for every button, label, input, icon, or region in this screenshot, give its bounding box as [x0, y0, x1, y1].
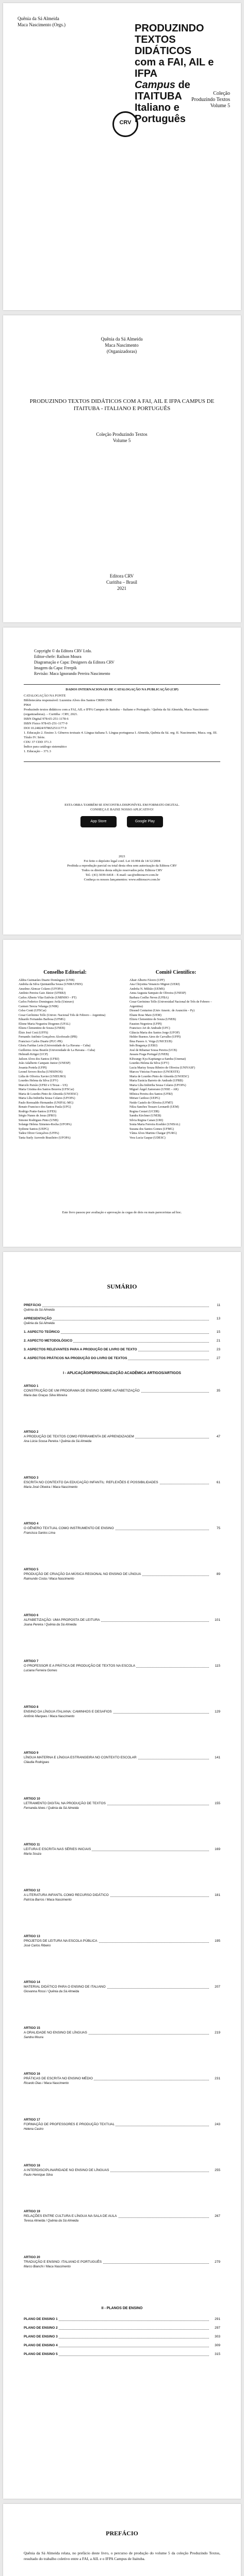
- toc-entry[interactable]: [24, 1303, 220, 1308]
- toc-entry[interactable]: [24, 2326, 220, 2330]
- app-store-badge[interactable]: App Store: [80, 816, 117, 827]
- council-member: Míguel Ángel Zamorano (UNSE – AR): [129, 1088, 178, 1091]
- digital-notice-line: CONHEÇA E BAIXE NOSSO APLICATIVO!: [90, 808, 154, 811]
- half-title-author: (Organizadoras): [106, 349, 137, 354]
- toc-entry-label: CONSTRUÇÃO DE UM PROGRAMA DE ENSINO SOBRE ALFABETIZAÇÃO: [24, 1389, 140, 1393]
- cover-title-italic: Campus: [135, 79, 175, 91]
- council-member: Renato Francisco dos Santos Paula (UFG): [19, 1106, 71, 1109]
- toc-entry[interactable]: [24, 2168, 220, 2173]
- council-member: João Adalberto Campato Junior (UNESP): [19, 1062, 71, 1065]
- toc-entry-page: 279: [215, 2260, 220, 2264]
- toc-entry-page: 309: [215, 2344, 220, 2347]
- council-member: Gloria Fariñas León (Universidade de La Havana – Cuba): [19, 1044, 91, 1047]
- legal-line: Todos os direitos desta edição reservados pela: Editora CRV: [82, 869, 162, 872]
- scientific-committee-list: [129, 978, 222, 1141]
- catalog-line: DOI 10.24824/978652511177.9: [24, 726, 67, 730]
- digital-notice: [24, 803, 220, 812]
- council-member: Eduardo Fernandes Barbosa (UFMG): [19, 1018, 66, 1021]
- toc-entry-page: 181: [215, 1893, 220, 1897]
- toc-entry-label: A ORALIDADE NO ENSINO DE LÍNGUAS: [24, 2031, 87, 2035]
- toc-entry[interactable]: [24, 1330, 220, 1334]
- crv-logo-text: CRV: [119, 120, 132, 126]
- council-member: Marcelo Paixão (UFRJ e UTexas – US): [19, 1083, 68, 1087]
- toc-subline: Ricardo Dias / Maca Nascimento: [24, 2082, 69, 2085]
- toc-entry-label: 3. ASPECTOS RELEVANTES PARA A PRODUÇÃO DE LIVRO DE TEXTO: [24, 1348, 137, 1351]
- toc-subline: ARTIGO 1: [24, 1385, 39, 1388]
- council-member: José de Ribamar Sousa Pereira (UCB): [129, 1048, 177, 1052]
- toc-entry-page: 267: [215, 2214, 220, 2218]
- toc-subline: Fernanda Alves / Quênia da Sá Almeida: [24, 1807, 79, 1810]
- half-title-page: [3, 315, 241, 622]
- catalog-line: Produzindo textos didáticos com a FAI, AIL e IFPA Campus de Itaituba – Italiano e Português / Quênia da Sá Almeida, Maca Nascimento (organizadoras). – Curitiba : CRV, 2021.: [24, 708, 209, 716]
- council-member: Lourdes Helena da Silva (UFV): [129, 1062, 169, 1065]
- toc-subline: ARTIGO 16: [24, 2073, 40, 2076]
- toc-entry[interactable]: [24, 1389, 220, 1393]
- scientific-committee: [129, 971, 222, 1140]
- toc-entry-label: ESCRITA NO CONTEXTO DA EDUCAÇÃO INFANTIL: REFLEXÕES E POSSIBILIDADES: [24, 1481, 158, 1484]
- catalog-line: CDU 37 CDD 371.3: [24, 740, 52, 744]
- toc-entry-label: MATERIAL DIDÁTICO PARA O ENSINO DE ITALIANO: [24, 1985, 106, 1989]
- council-member: Marcos Vinicius Francisco (UNOESTE): [129, 1071, 180, 1074]
- toc-entry-label: LEITURA E ESCRITA NAS SÉRIES INICIAIS: [24, 1848, 91, 1851]
- council-member: Rodrigo Pratte-Santos (UFES): [19, 1110, 57, 1113]
- toc-subline: ARTIGO 17: [24, 2119, 40, 2122]
- council-member: Francisco Ari de Andrade (UFC): [129, 1027, 170, 1030]
- copyright-line: Editor-chefe: Railson Moura: [34, 654, 82, 659]
- council-member: Élsio José Corá (UFFS): [19, 1031, 48, 1035]
- toc-entry-label: PLANO DE ENSINO 3: [24, 2335, 58, 2338]
- cover-authors: [18, 15, 79, 28]
- toc-entry-page: 303: [215, 2335, 220, 2338]
- toc-subline: Quênia da Sá Almeida: [24, 1322, 55, 1325]
- toc-subline: Francisca Santos Lima: [24, 1532, 56, 1535]
- toc-entry-label: PROJETOS DE LEITURA NA ESCOLA PÚBLICA: [24, 1939, 97, 1943]
- toc-entry[interactable]: [24, 1348, 220, 1352]
- council-member: Paulo Romualdo Hernandes (UNIFAL-MG): [19, 1101, 74, 1105]
- toc-entry-label: ALFABETIZAÇÃO: UMA PROPOSTA DE LEITURA: [24, 1618, 100, 1622]
- toc-entry-page: 75: [216, 1527, 220, 1530]
- toc-entry[interactable]: [24, 1481, 220, 1485]
- toc-subline: ARTIGO 19: [24, 2210, 40, 2213]
- copyright-credits: [34, 648, 209, 676]
- divider: [24, 761, 220, 762]
- council-member: Maria de Lourdes Pinto de Almeida (UNOESC): [129, 1075, 189, 1078]
- catalog-line: P964: [24, 703, 31, 707]
- council-member: Mirian Cardoso (UEPG): [129, 1097, 160, 1100]
- divider: [24, 684, 220, 685]
- toc-subline: Ana Lúcia Sousa Pereira / Quênia da Sá Almeida: [24, 1440, 92, 1443]
- toc-subline: Giovanna Rossi / Quênia da Sá Almeida: [24, 1990, 79, 1993]
- toc-entry[interactable]: [24, 2335, 220, 2339]
- legal-line: 2021: [119, 855, 125, 858]
- half-title-collection: [80, 431, 163, 444]
- council-member: Regina Cestari (UCDB): [129, 1110, 159, 1113]
- council-member: Maria Lília Imbiriba Sousa Colares (UFOPA): [129, 1083, 186, 1087]
- toc-subline: ARTIGO 20: [24, 2256, 40, 2259]
- collection-line: Volume 5: [210, 103, 230, 109]
- toc-entry-page: 219: [215, 2031, 220, 2035]
- catalog-line: 1. Educação – 371.3: [24, 750, 51, 753]
- toc-subline: ARTIGO 12: [24, 1889, 40, 1892]
- toc-page: [3, 1252, 241, 2499]
- toc-entry[interactable]: [24, 1435, 220, 1439]
- toc-entry[interactable]: [24, 1756, 220, 1760]
- half-title-collection-line: Volume 5: [112, 438, 131, 443]
- toc-subline: Maria José Oliveira / Maca Nascimento: [24, 1486, 78, 1489]
- council-member: Sonia Maria Ferreira Koehler (UNISAL): [129, 1123, 181, 1126]
- council-member: Altair Alberto Fávero (UPF): [129, 978, 165, 982]
- toc-subline: ARTIGO 3: [24, 1477, 39, 1480]
- council-member: Suzana dos Santos Gomes (UFMG): [129, 1127, 174, 1131]
- council-member: Sérgio Nunes de Jesus (IFRO): [19, 1114, 56, 1117]
- council-member: Nilza Sanches Tessaro Leonardi (UEM): [129, 1106, 179, 1109]
- toc-entry-label: PLANO DE ENSINO 4: [24, 2344, 58, 2347]
- editorial-board: [19, 971, 111, 1140]
- preface-title: PREFÁCIO: [106, 2530, 138, 2537]
- toc-entry[interactable]: [24, 2077, 220, 2081]
- toc-entry-page: 231: [215, 2077, 220, 2080]
- cover-page: [3, 3, 241, 310]
- council-member: Kilwangy Kya Kapitango-a-Samba (Unemat): [129, 1057, 186, 1061]
- digital-notice-line: ESTA OBRA TAMBÉM SE ENCONTRA DISPONÍVEL EM FORMATO DIGITAL.: [64, 803, 180, 807]
- cover-title-line: com a FAI, AIL e IFPA: [135, 57, 214, 79]
- toc-entry-label: PLANO DE ENSINO 2: [24, 2326, 58, 2330]
- toc-title: SUMÁRIO: [107, 1283, 137, 1290]
- toc-subline: ARTIGO 13: [24, 1935, 40, 1938]
- council-member: Jailson Alves dos Santos (UFRJ): [19, 1057, 59, 1061]
- publisher-line: Curitiba – Brasil: [106, 580, 137, 585]
- half-title-author: Maca Nascimento: [105, 343, 139, 348]
- toc-subline: Raimundo Costa / Maca Nascimento: [24, 1578, 74, 1581]
- cover-title-line: Italiano e Português: [135, 102, 186, 125]
- copyright-line: Copyright © da Editora CRV Ltda.: [34, 649, 92, 653]
- toc-entry[interactable]: [24, 2344, 220, 2348]
- catalog-record: [24, 693, 220, 754]
- publisher-line: 2021: [117, 586, 126, 591]
- council-member: Leonel Severo Rocha (UNISINOS): [19, 1071, 63, 1074]
- catalog-line: 1. Educação 2. Ensino 3. Gêneros textuais 4. Língua italiana 5. Língua portuguesa I. Almeida, Quênia da Sá. org. II. Nascimento, Maca. org. III. Título IV. Série.: [24, 731, 218, 739]
- editorial-board-list: [19, 978, 111, 1141]
- editorial-board-title: Conselho Editorial:: [43, 970, 87, 975]
- toc-entry-label: 1. ASPECTO TEÓRICO: [24, 1330, 60, 1334]
- half-title-title: PRODUZINDO TEXTOS DIDÁTICOS COM A FAI, AIL E IFPA CAMPUS DE ITAITUBA - ITALIANO E PORTUGUÊS: [29, 398, 215, 412]
- toc-entry-page: 15: [216, 1330, 220, 1334]
- toc-entry-page: 13: [216, 1317, 220, 1320]
- google-play-badge[interactable]: Google Play: [127, 816, 163, 827]
- toc-subline: Sandra Moura: [24, 2036, 44, 2039]
- toc-subline: Antônio Marques / Maca Nascimento: [24, 1715, 75, 1718]
- council-member: Cesar Gerônimo Tello (Univer. Nacional Três de Febrero – Argentina): [19, 1013, 106, 1017]
- toc-entry[interactable]: [24, 1339, 220, 1343]
- toc-entry-page: 23: [216, 1348, 220, 1351]
- council-page: [3, 940, 241, 1247]
- council-member: Elizeu Clementino de Souza (UNEB): [129, 1018, 176, 1021]
- toc-subline: José Carlos Ribeiro: [24, 1944, 51, 1947]
- half-title-publisher: [80, 573, 163, 591]
- toc-subline: Quênia da Sá Almeida: [24, 1309, 55, 1312]
- toc-entry-label: PRÁTICAS DE ESCRITA NO ENSINO MÉDIO: [24, 2077, 93, 2080]
- toc-entry-page: 255: [215, 2168, 220, 2172]
- council-member: Barbara Coelho Neves (UFBA): [129, 996, 169, 999]
- crv-logo: [112, 111, 138, 137]
- catalog-line: CATALOGAÇÃO NA FONTE: [24, 694, 66, 698]
- copyright-page: [3, 628, 241, 935]
- toc-subline: ARTIGO 18: [24, 2164, 40, 2167]
- toc-entry-label: RELAÇÕES ENTRE CULTURA E LÍNGUA NA SALA DE AULA: [24, 2214, 117, 2218]
- toc-subline: ARTIGO 14: [24, 1981, 40, 1984]
- cover-author: Quênia da Sá Almeida: [18, 16, 59, 21]
- toc-entry-label: O GÊNERO TEXTUAL COMO INSTRUMENTO DE ENSINO: [24, 1527, 114, 1530]
- toc-entry[interactable]: [24, 1527, 220, 1531]
- toc-subline: Joana Pereira / Quênia da Sá Almeida: [24, 1623, 77, 1626]
- council-member: Jussara Fraga Portugal (UNEB): [129, 1053, 169, 1056]
- preface-page: [3, 2504, 241, 2576]
- council-member: Vânia Alves Martins Chaigar (FURG): [129, 1132, 177, 1135]
- toc-entry[interactable]: [24, 2123, 220, 2127]
- toc-entry-page: 61: [216, 1481, 220, 1484]
- copyright-line: Imagem da Capa: Freepik: [34, 666, 77, 670]
- catalog-line: ISBN Físico 978-65-251-1177-9: [24, 722, 68, 725]
- legal-notice: [24, 854, 220, 882]
- toc-entry-label: APRESENTAÇÃO: [24, 1317, 52, 1320]
- toc-entry-page: 207: [215, 1985, 220, 1989]
- collection-line: Produzindo Textos: [191, 97, 230, 103]
- toc-entry-label: LÍNGUA MATERNA E LÍNGUA ESTRANGEIRA NO CONTEXTO ESCOLAR: [24, 1756, 137, 1759]
- council-member: Maria Cristina dos Santos Bezerra (UFSCar): [19, 1088, 74, 1091]
- toc-entry-page: 89: [216, 1572, 220, 1576]
- toc-subline: ARTIGO 15: [24, 2027, 40, 2030]
- toc-entry-label: A PRODUÇÃO DE TEXTOS COMO FERRAMENTA DE APRENDIZAGEM: [24, 1435, 134, 1438]
- toc-subline: ARTIGO 11: [24, 1843, 40, 1846]
- toc-entry[interactable]: [24, 1618, 220, 1622]
- toc-entry-label: A LITERATURA INFANTIL COMO RECURSO DIDÁTICO: [24, 1893, 109, 1897]
- scientific-committee-title: Comitê Científico:: [155, 970, 197, 975]
- toc-entry-page: 47: [216, 1435, 220, 1438]
- half-title-collection-line: Coleção Produzindo Textos: [96, 432, 148, 437]
- preface-paragraph: Quênia da Sá Almeida relata, no prefácio deste livro, o percurso de produção do volume 5 da coleção Produzindo Textos, resultado do trabalho coletivo entre a FAI, a AIL e o IFPA Campus de Itaituba.: [24, 2551, 220, 2561]
- toc-entry-page: 35: [216, 1389, 220, 1393]
- toc-entry-page: 101: [215, 1618, 220, 1622]
- council-member: Carmen Tereza Velanga (UNIR): [19, 1005, 59, 1008]
- toc-subline: Luciana Ferreira Gomes: [24, 1669, 57, 1672]
- toc-entry-page: 155: [215, 1802, 220, 1805]
- toc-subline: I - APLICAÇÃO/PERSONALIZAÇÃO ACADÊMICA ARTIGOS/ARTIGOS: [63, 1371, 181, 1375]
- toc-entry-label: PLANO DE ENSINO 1: [24, 2317, 58, 2321]
- toc-subline: Teresa Almeida / Quênia da Sá Almeida: [24, 2219, 79, 2223]
- council-member: Fernando Antônio Gonçalves Alcoforado (IPB): [19, 1036, 77, 1039]
- toc-entry-page: 195: [215, 1939, 220, 1943]
- toc-entry-page: 315: [215, 2352, 220, 2356]
- council-member: Diosnel Centurion (Univ Americ. de Asunción – Py): [129, 1009, 194, 1012]
- toc-subline: ARTIGO 9: [24, 1752, 39, 1755]
- council-member: Ana Chrystina Venancio Mignot (UERJ): [129, 983, 180, 986]
- council-member: Aldira Guimarães Duarte Domínguez (UNB): [19, 978, 75, 982]
- council-member: Josania Portela (UFPI): [19, 1066, 47, 1070]
- legal-line: Tel.: (41) 3039-6418 – E-mail: sac@editoracrv.com.br: [85, 873, 159, 877]
- toc-entry-page: 115: [215, 1664, 220, 1668]
- council-member: Sandra Kirchner (UNEB): [129, 1114, 161, 1117]
- council-member: Simone Rodrigues Pinto (UNB): [19, 1118, 58, 1122]
- cover-title-rest: de ITAITUBA: [135, 79, 190, 102]
- toc-entry-page: 21: [216, 1339, 220, 1343]
- toc-entry-label: O PROFESSOR E A PRÁTICA DE PRODUÇÃO DE TEXTOS NA ESCOLA: [24, 1664, 136, 1668]
- half-title-authors: [80, 336, 163, 354]
- council-member: Neide Castelo de Oliveira (UFMT): [129, 1101, 173, 1105]
- toc-entry[interactable]: [24, 1710, 220, 1714]
- council-member: Helder Buenos Aires de Carvalho (UFPI): [129, 1036, 181, 1039]
- council-member: Anselmo Alencar Colares (UFOPA): [19, 987, 63, 991]
- toc-entry[interactable]: [24, 1317, 220, 1321]
- toc-entry-page: 243: [215, 2123, 220, 2126]
- catalog-line: Índice para catálogo sistemático: [24, 745, 67, 749]
- council-member: Sydione Santos (UEPG): [19, 1127, 49, 1131]
- toc-entry-page: 291: [215, 2317, 220, 2321]
- council-member: Celso Conti (UFSCar): [19, 1009, 46, 1012]
- toc-entry-label: ENSINO DA LÍNGUA ITALIANA: CAMINHOS E DESAFIOS: [24, 1710, 112, 1714]
- toc-subline: ARTIGO 8: [24, 1706, 39, 1709]
- half-title-author: Quênia da Sá Almeida: [101, 336, 143, 342]
- toc-subline: ARTIGO 5: [24, 1568, 39, 1571]
- publisher-line: Editora CRV: [109, 573, 134, 579]
- toc-entry-label: PREFÁCIO: [24, 1303, 41, 1307]
- toc-entry[interactable]: [24, 1893, 220, 1897]
- toc-subline: Helena Castro: [24, 2128, 44, 2131]
- toc-entry[interactable]: [24, 1985, 220, 1989]
- cover-title-line: PRODUZINDO: [135, 23, 204, 34]
- toc-subline: Patrícia Barros / Maca Nascimento: [24, 1899, 72, 1902]
- toc-subline: Paulo Henrique Silva: [24, 2174, 53, 2177]
- council-member: Anna Augusta Sampaio de Oliveira (UNESP): [129, 992, 186, 995]
- toc-entry[interactable]: [24, 1357, 220, 1361]
- toc-entry[interactable]: [24, 1664, 220, 1668]
- council-member: Francisco Carlos Duarte (PUC-PR): [19, 1040, 62, 1043]
- toc-entry-label: 2. ASPECTO METODOLÓGICO: [24, 1339, 73, 1343]
- toc-entry[interactable]: [24, 2031, 220, 2035]
- cover-title-line: TEXTOS DIDÁTICOS: [135, 34, 191, 57]
- council-member: Carlos Federico Dominguez Avila (Unieuro): [19, 1001, 74, 1004]
- council-member: Guillermo Arias Beatón (Universidade de La Havana – Cuba): [19, 1048, 95, 1052]
- cover-title: [135, 23, 227, 125]
- toc-entry[interactable]: [24, 1939, 220, 1943]
- toc-subline: ARTIGO 2: [24, 1431, 39, 1434]
- council-member: Mônica Pereira dos Santos (UFRJ): [129, 1092, 173, 1096]
- legal-line: Foi feito o depósito legal conf. Lei 10.994 de 14/12/2004: [84, 859, 160, 863]
- toc-entry-label: TRADUÇÃO E ENSINO: ITALIANO E PORTUGUÊS: [24, 2260, 102, 2264]
- council-member: Andréia da Silva Quintanilha Sousa (UNIR/UFRN): [19, 983, 83, 986]
- toc-entry[interactable]: [24, 2260, 220, 2264]
- council-member: Solange Helena Ximenes-Rocha (UFOPA): [19, 1123, 72, 1126]
- toc-entry[interactable]: [24, 1802, 220, 1806]
- copyright-line: Revisão: Maca Ignorando Pereira Nascimento: [34, 671, 110, 676]
- peer-review-note: Este livro passou por avaliação e aprovação às cegas de dois ou mais pareceristas ad hoc.: [62, 1211, 182, 1214]
- catalog-line: Bibliotecária responsável: Luzenira Alves dos Santos CRB9/1506: [24, 699, 112, 702]
- council-member: Ilma Passos A. Veiga (UNICEUB): [129, 1040, 172, 1043]
- council-member: Lídia de Oliveira Xavier (UNIEURO): [19, 1075, 66, 1078]
- toc-entry-label: LETRAMENTO DIGITAL NA PRODUÇÃO DE TEXTOS: [24, 1802, 106, 1805]
- council-member: Inês Bragança (UERJ): [129, 1044, 157, 1047]
- council-member: Silvia Regina Canan (URI): [129, 1118, 164, 1122]
- catalog-line: ISBN Digital 978-65-251-1178-6: [24, 717, 69, 721]
- legal-line: Conheça os nossos lançamentos: www.editoracrv.com.br: [84, 878, 160, 882]
- toc-entry[interactable]: [24, 1848, 220, 1852]
- toc-subline: Marta Souza: [24, 1853, 42, 1856]
- toc-entry-label: 4. ASPECTOS PRÁTICOS NA PRODUÇÃO DO LIVRO DE TEXTOS: [24, 1357, 127, 1360]
- council-member: Lourdes Helena da Silva (UFV): [19, 1079, 58, 1082]
- toc-subline: Maria das Graças Silva Moreira: [24, 1394, 68, 1397]
- catalog-heading: DADOS INTERNACIONAIS DE CATALOGAÇÃO NA PUBLICAÇÃO (CIP): [66, 688, 178, 691]
- council-member: Carlos Alberto Vilar Estêvão (UMINHO – PT): [19, 996, 77, 999]
- council-member: Eliane Rose Maio (UEM): [129, 1013, 161, 1017]
- collection-line: Coleção: [213, 91, 230, 96]
- council-member: Fauston Negreiros (UFPI): [129, 1022, 162, 1026]
- toc-subline: ARTIGO 7: [24, 1660, 39, 1663]
- toc-subline: II - PLANOS DE ENSINO: [101, 2307, 143, 2310]
- cover-collection: [168, 91, 230, 109]
- council-member: Helmuth Krüger (UCP): [19, 1053, 48, 1056]
- toc-entry-page: 297: [215, 2326, 220, 2330]
- council-member: Elione Maria Nogueira Diogenes (UFAL): [19, 1022, 71, 1026]
- council-member: Lucia Marisy Souza Ribeiro de Oliveira (UNIVASF): [129, 1066, 195, 1070]
- toc-subline: Cláudia Rodrigues: [24, 1761, 50, 1764]
- toc-entry-label: FORMAÇÃO DE PROFESSORES E PRODUÇÃO TEXTUAL: [24, 2123, 115, 2126]
- council-member: Tania Suely Azevedo Brasileiro (UFOPA): [19, 1136, 71, 1140]
- toc-entry-page: 27: [216, 1357, 220, 1360]
- toc-subline: ARTIGO 4: [24, 1522, 39, 1526]
- toc-entry-page: 141: [215, 1756, 220, 1759]
- council-member: Maria Lília Imbiriba Sousa Colares (UFOPA): [19, 1097, 75, 1100]
- toc-subline: Marco Bianchi / Maca Nascimento: [24, 2265, 71, 2268]
- council-member: Cesar Gerónimo Tello (Universidad Nacional de Três de Febrero – Argentina): [129, 1001, 212, 1008]
- toc-entry[interactable]: [24, 1572, 220, 1577]
- cover-author: Maca Nascimento (Orgs.): [18, 22, 66, 27]
- copyright-line: Diagramação e Capa: Designers da Editora CRV: [34, 660, 115, 665]
- council-member: Maria Eurácia Barreto de Andrade (UFRB): [129, 1079, 183, 1082]
- toc-entry-label: PRODUÇÃO DE CRIAÇÃO DA MÚSICA REGIONAL NO ENSINO DE LÍNGUA: [24, 1572, 141, 1576]
- toc-entry-label: PLANO DE ENSINO 5: [24, 2352, 58, 2356]
- council-member: Tadeu Oliver Gonçalves (UFPA): [19, 1132, 59, 1135]
- toc-entry-label: A INTERDISCIPLINARIDADE NO ENSINO DE LÍNGUAS: [24, 2168, 109, 2172]
- toc-subline: ARTIGO 6: [24, 1614, 39, 1617]
- toc-entry-page: 169: [215, 1848, 220, 1851]
- toc-entry[interactable]: [24, 2214, 220, 2218]
- toc-entry-page: 129: [215, 1710, 220, 1714]
- legal-line: Proibida a reprodução parcial ou total desta obra sem autorização da Editora CRV: [67, 864, 177, 868]
- council-member: Gláucia Maria dos Santos Jorge (UFOP): [129, 1031, 180, 1035]
- toc-entry[interactable]: [24, 2352, 220, 2357]
- council-member: Andréia N. Militão (UEMS): [129, 987, 165, 991]
- council-member: Elizeu Clementino de Souza (UNEB): [19, 1027, 65, 1030]
- council-member: Maria de Lourdes Pinto de Almeida (UNOESC): [19, 1092, 78, 1096]
- toc-entry[interactable]: [24, 2317, 220, 2321]
- council-member: Antônio Pereira Gaio Júnior (UFRRJ): [19, 992, 66, 995]
- toc-entry-page: 11: [217, 1303, 220, 1307]
- council-member: Vera Lucia Gaspar (UDESC): [129, 1136, 166, 1140]
- toc-subline: ARTIGO 10: [24, 1798, 40, 1801]
